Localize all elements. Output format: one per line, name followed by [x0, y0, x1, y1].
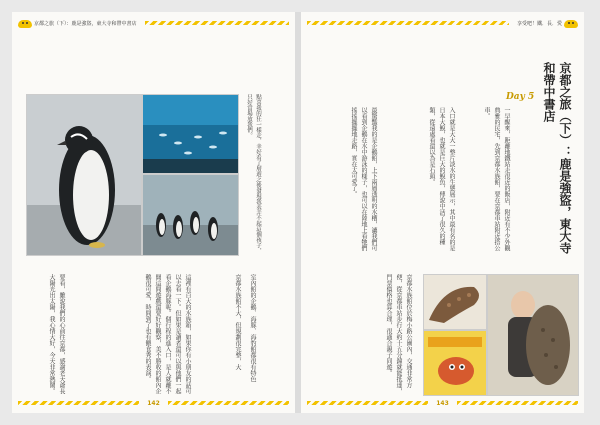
footer-stripes — [307, 401, 428, 405]
right-col-3: 最驚豔我的是企鵝館，上下兩層透明的水槽，讓我們可以看到企鵝在水中游泳的樣子，也可以在陸地上看牠們搖搖擺擺地走路，實在太可愛了。 — [350, 107, 377, 251]
left-col-2-line1: 京都水族館不大，但規劃很完整，大 — [234, 274, 241, 370]
header-stripes — [145, 21, 289, 25]
footer-stripes — [168, 401, 289, 405]
footer-stripes — [18, 401, 139, 405]
aquarium-photo — [142, 94, 239, 174]
mascot-logo-icon — [18, 18, 32, 28]
left-col-2-line2: 室內館的企鵝、海豚、海豹館都很有特色 — [249, 274, 256, 382]
right-page — [301, 12, 584, 413]
right-page-number: 143 — [436, 399, 449, 407]
right-col-4: 京都水族館位於梅小路公園內，交通非常方便，從京都車站步行大約十五分鐘就能抵達，門票價格也算合理，很適合親子同遊。 — [385, 274, 412, 394]
left-col-4: 要看，雖說我們的心前往京都，感謝老天爺長大陽光出太陽，我心情大好，今天非常熱鬧。 — [48, 274, 65, 394]
footer-stripes — [457, 401, 578, 405]
right-running-header: 享受吧！鐵．長．愛 — [516, 20, 562, 27]
left-page-number: 142 — [147, 399, 160, 407]
giant-salamander-photo — [487, 274, 579, 396]
mascot-logo-icon — [564, 18, 578, 28]
left-page — [12, 12, 295, 413]
chapter-title: 京都之旅（下）：鹿是強盜，東大寺和帶中書店 — [542, 62, 572, 254]
left-col-3: 這裡有百大的水族箱，如果你有小朋友的話可以去看一下。但如果是讀者還可以與他們一起看企鵝海豚呢。個行程的進入口，是人就離不開這間遊戲還要好好觀察，美不勝收的館內企鵝很可愛，時間到了也有餵食秀的表演。 — [144, 274, 191, 394]
day-label: Day 5 — [506, 92, 535, 102]
header-stripes — [307, 21, 509, 25]
right-footer — [301, 393, 584, 413]
merchandise-photo — [423, 330, 487, 396]
right-col-1: 一早醒來，距離地鐵站走很近的飯店，附近有不少外觀典雅的民宅，先到京都水族館，要在京都車站附近搭公車。 — [483, 107, 510, 251]
penguin-photo — [26, 94, 142, 256]
plush-toy-photo — [423, 274, 487, 330]
right-col-2: 入口就是大大一整片淡水的生態展示，其中最有名的是日本大鯢，也就是巨大的鯢魚，傳說中活了很久的種類，從遠處看還以為是石頭。 — [428, 107, 455, 251]
left-footer — [12, 393, 295, 413]
left-header-band — [12, 12, 295, 34]
right-header-band — [301, 12, 584, 34]
left-col-1: 點喜我的狂一樣走，幸好看了層遊之後發現我表弄不起這個孩子，只好當場放我們。 — [246, 94, 261, 254]
left-running-header: 京都之旅（下）：鹿是強盜，東大寺和帶中書店 — [34, 20, 137, 27]
penguin-group-photo — [142, 174, 239, 256]
